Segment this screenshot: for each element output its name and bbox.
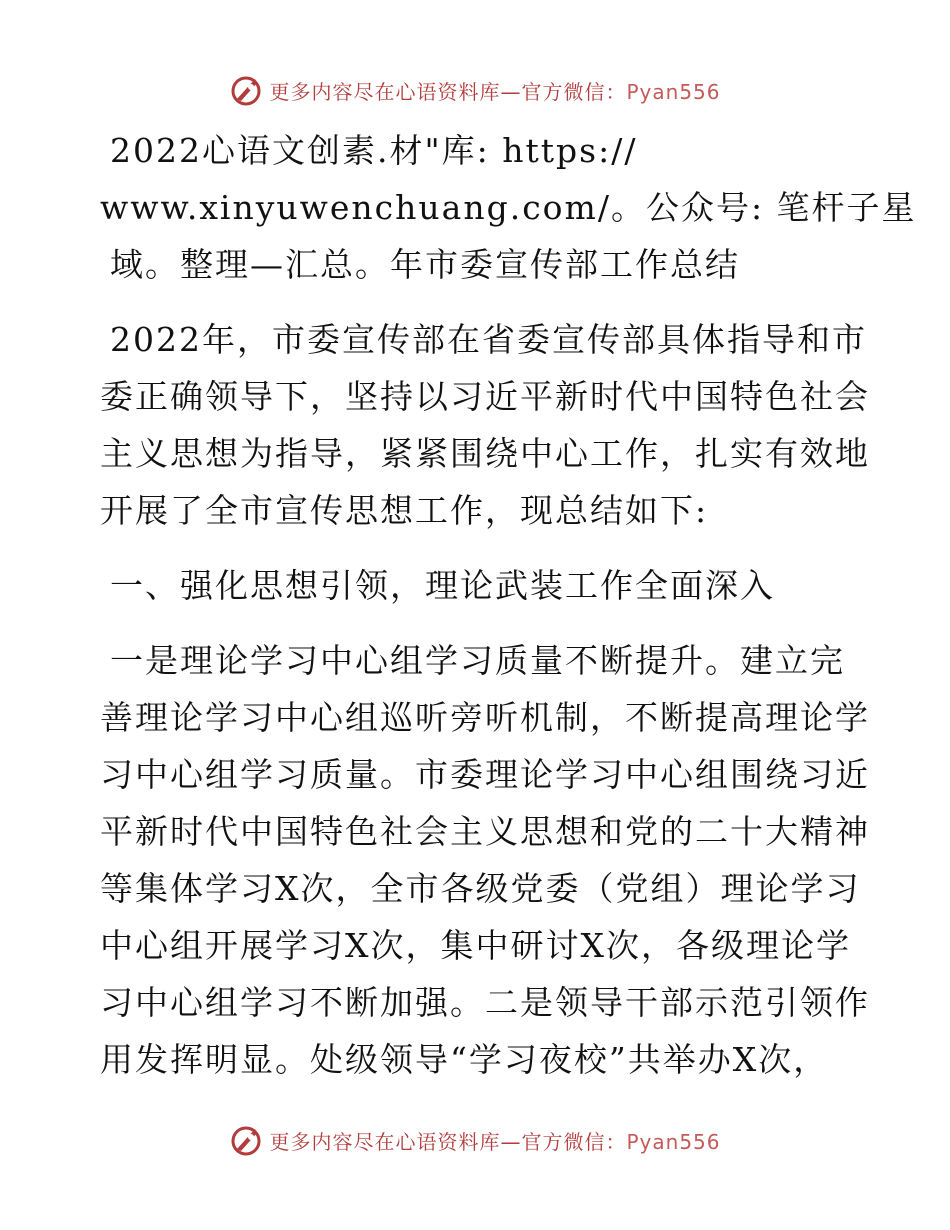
summary-line-1: 2022年，市委宣传部在省委宣传部具体指导和市 bbox=[110, 320, 867, 359]
summary-paragraph bbox=[100, 311, 870, 539]
section-heading-1 bbox=[100, 557, 860, 614]
body-line-1: 一是理论学习中心组学习质量不断提升。建立完 bbox=[110, 641, 845, 680]
intro-line-3: 域。整理—汇总。年市委宣传部工作总结 bbox=[110, 245, 740, 284]
body-line-3: 习中心组学习质量。市委理论学习中心组围绕习近 bbox=[100, 755, 870, 794]
banner-wechat-id: Pyan556 bbox=[626, 1129, 721, 1154]
banner-wechat-id: Pyan556 bbox=[626, 79, 721, 104]
body-line-6: 中心组开展学习X次，集中研讨X次，各级理论学 bbox=[100, 926, 851, 965]
red-quill-logo-icon bbox=[229, 1123, 263, 1157]
body-line-5: 等集体学习X次，全市各级党委（党组）理论学习 bbox=[100, 869, 861, 908]
document-body bbox=[100, 122, 917, 1106]
intro-line-2: www.xinyuwenchuang.com/。公众号: 笔杆子星 bbox=[100, 188, 917, 227]
summary-line-4: 开展了全市宣传思想工作，现总结如下: bbox=[100, 491, 709, 530]
intro-line-1: 2022心语文创素.材"库: https:// bbox=[110, 131, 638, 170]
intro-paragraph bbox=[100, 122, 917, 293]
body-line-7: 习中心组学习不断加强。二是领导干部示范引领作 bbox=[100, 983, 870, 1022]
heading-1-text: 一、强化思想引领，理论武装工作全面深入 bbox=[110, 566, 775, 605]
footer-watermark-banner bbox=[0, 1120, 950, 1160]
body-paragraph bbox=[100, 632, 870, 1088]
red-quill-logo-icon bbox=[229, 73, 263, 107]
body-line-4: 平新时代中国特色社会主义思想和党的二十大精神 bbox=[100, 812, 870, 851]
summary-line-3: 主义思想为指导，紧紧围绕中心工作，扎实有效地 bbox=[100, 434, 870, 473]
summary-line-2: 委正确领导下，坚持以习近平新时代中国特色社会 bbox=[100, 377, 870, 416]
body-line-2: 善理论学习中心组巡听旁听机制，不断提高理论学 bbox=[100, 698, 870, 737]
banner-text: 更多内容尽在心语资料库—官方微信：Pyan556 bbox=[269, 1129, 721, 1154]
header-watermark-banner bbox=[0, 70, 950, 110]
banner-text: 更多内容尽在心语资料库—官方微信：Pyan556 bbox=[269, 79, 721, 104]
body-line-8: 用发挥明显。处级领导“学习夜校”共举办X次， bbox=[100, 1040, 829, 1079]
